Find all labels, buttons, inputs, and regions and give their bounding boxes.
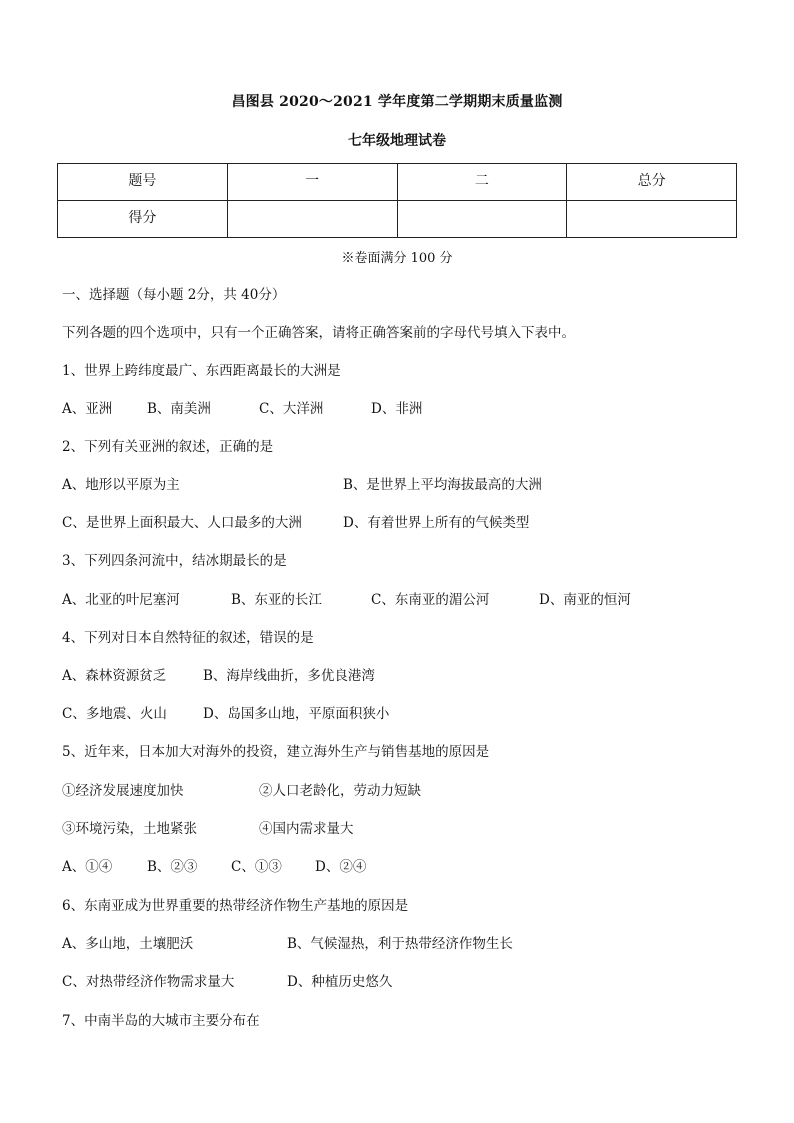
answer-option: D、南亚的恒河	[539, 592, 631, 608]
section-heading: 一、选择题（每小题 2分，共 40分）	[62, 287, 286, 303]
score-table-cell: 总分	[567, 164, 737, 201]
answer-option: D、种植历史悠久	[287, 974, 393, 990]
score-input-cell[interactable]	[397, 201, 567, 238]
score-table-header-row	[58, 164, 737, 201]
answer-option: C、①③	[231, 859, 282, 875]
answer-option: B、是世界上平均海拔最高的大洲	[343, 477, 542, 493]
answer-option: B、海岸线曲折，多优良港湾	[203, 668, 375, 684]
answer-option: A、地形以平原为主	[62, 477, 180, 493]
question-stem: 1、世界上跨纬度最广、东西距离最长的大洲是	[62, 363, 341, 379]
answer-option: D、有着世界上所有的气候类型	[343, 515, 530, 531]
statement-item: ①经济发展速度加快	[62, 783, 184, 799]
answer-option: D、②④	[315, 859, 367, 875]
answer-option: B、东亚的长江	[231, 592, 322, 608]
answer-option: B、南美洲	[147, 401, 211, 417]
answer-option: A、①④	[62, 859, 113, 875]
full-score-note: ※卷面满分 100 分	[341, 251, 453, 266]
answer-option: C、大洋洲	[259, 401, 324, 417]
score-table-cell: 题号	[58, 164, 228, 201]
answer-option: B、②③	[147, 859, 198, 875]
answer-option: C、东南亚的湄公河	[371, 592, 490, 608]
score-table-cell: 得分	[58, 201, 228, 238]
answer-option: C、多地震、火山	[62, 706, 167, 722]
question-stem: 2、下列有关亚洲的叙述，正确的是	[62, 439, 274, 455]
section-instruction: 下列各题的四个选项中，只有一个正确答案，请将正确答案前的字母代号填入下表中。	[62, 325, 575, 341]
statement-item: ③环境污染，土地紧张	[62, 821, 197, 837]
score-table	[57, 163, 737, 238]
question-stem: 7、中南半岛的大城市主要分布在	[62, 1013, 260, 1029]
exam-title: 昌图县 2020～2021 学年度第二学期期末质量监测	[231, 94, 563, 110]
question-stem: 4、下列对日本自然特征的叙述，错误的是	[62, 630, 314, 646]
question-stem: 5、近年来，日本加大对海外的投资，建立海外生产与销售基地的原因是	[62, 744, 490, 760]
statement-item: ④国内需求量大	[259, 821, 354, 837]
exam-subtitle: 七年级地理试卷	[348, 133, 446, 149]
score-table-cell: 一	[227, 164, 397, 201]
answer-option: A、亚洲	[62, 401, 113, 417]
question-stem: 3、下列四条河流中，结冰期最长的是	[62, 553, 287, 569]
answer-option: B、气候湿热，利于热带经济作物生长	[287, 936, 513, 952]
answer-option: D、非洲	[371, 401, 423, 417]
score-table-score-row	[58, 201, 737, 238]
answer-option: A、多山地，土壤肥沃	[62, 936, 194, 952]
answer-option: C、是世界上面积最大、人口最多的大洲	[62, 515, 302, 531]
answer-option: A、森林资源贫乏	[62, 668, 167, 684]
score-table-cell: 二	[397, 164, 567, 201]
score-input-cell[interactable]	[227, 201, 397, 238]
statement-item: ②人口老龄化，劳动力短缺	[259, 783, 421, 799]
answer-option: C、对热带经济作物需求量大	[62, 974, 235, 990]
answer-option: A、北亚的叶尼塞河	[62, 592, 180, 608]
question-stem: 6、东南亚成为世界重要的热带经济作物生产基地的原因是	[62, 898, 409, 914]
answer-option: D、岛国多山地，平原面积狭小	[203, 706, 390, 722]
score-input-cell[interactable]	[567, 201, 737, 238]
